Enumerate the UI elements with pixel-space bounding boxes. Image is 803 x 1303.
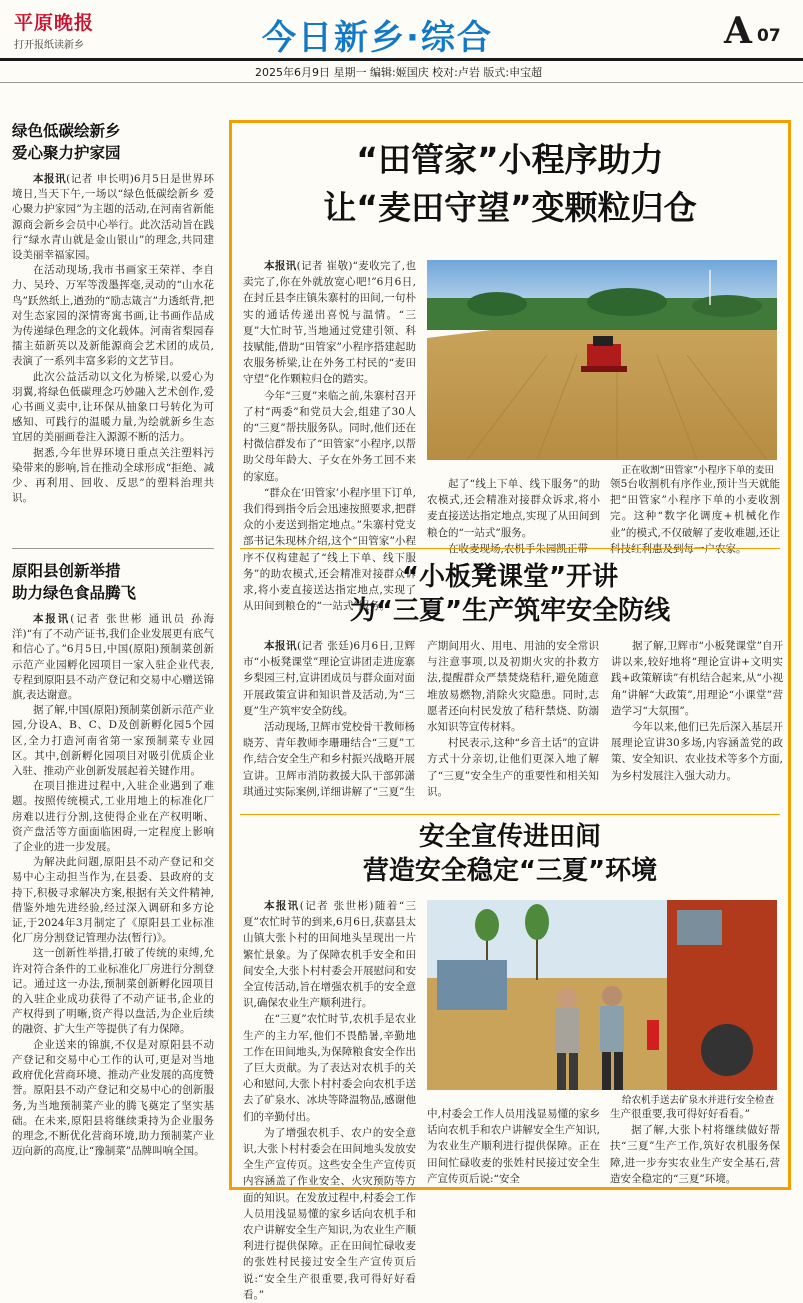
dateline: 2025年6月9日 星期一 编辑:姬国庆 校对:卢岩 版式:申宝超 bbox=[255, 66, 543, 79]
reporter: (记者 张世彬) bbox=[299, 900, 374, 912]
left-story-1-headline bbox=[12, 120, 212, 164]
byline: 本报讯 bbox=[33, 173, 67, 185]
harvester-image bbox=[427, 260, 777, 460]
photo-caption: 给农机手送去矿泉水并进行安全检查 bbox=[621, 1095, 774, 1106]
reporter: (记者 申长明) bbox=[66, 173, 134, 185]
article-2-headline bbox=[232, 560, 788, 628]
article-3-column-3 bbox=[610, 1106, 780, 1186]
headline-line-1: “田管家”小程序助力 bbox=[356, 140, 664, 179]
headline-line-2: 为“三夏”生产筑牢安全防线 bbox=[349, 596, 671, 626]
newspaper-logo: 平原晚报 bbox=[14, 12, 95, 34]
paragraph: 6月5日是世界环境日,当天下午,一场以“绿色低碳绘新乡 爱心聚力护家园”为主题的活动,在河南省新能源商会新乡会员中心举行。此次活动旨在践行“绿水青山就是金山银山”的理念,共同建设美丽幸福家园。 bbox=[12, 173, 214, 262]
reporter: (记者 崔敬) bbox=[296, 260, 353, 272]
paragraph: 企业送来的锦旗,不仅是对原阳县不动产登记和交易中心工作的认可,更是对当地政府优化营商环境、推动产业发展的高度赞誉。原阳县不动产登记和交易中心的创新服务,为当地预制菜产业的腾飞奠定了坚实基础。在未来,原阳县将继续秉持为企业服务的理念,不断优化营商环境,助力预制菜产业迈向新的高度,让“豫制菜”品牌叫响全国。 bbox=[12, 1038, 214, 1158]
paragraph: 据了解,卫辉市“小板凳课堂”自开讲以来,较好地将“理论宣讲+文明实践+政策解读”有机结合起来,从“小视角”讲解“大政策”,用理论“小课堂”营造学习“大氛围”。 bbox=[611, 640, 783, 717]
headline-line-2: 助力绿色食品腾飞 bbox=[12, 584, 137, 602]
headline-line-1: “小板凳课堂”开讲 bbox=[401, 562, 619, 592]
paragraph: 中,村委会工作人员用浅显易懂的家乡话向农机手和农户讲解安全生产知识,为农业生产顺利进行提供保障。正在田间忙碌收麦的张姓村民接过安全生产宣传页后说:“安全 bbox=[427, 1108, 600, 1185]
left-story-2-headline bbox=[12, 560, 212, 604]
article-3-column-2 bbox=[427, 1106, 600, 1186]
paragraph: 据了解,中国(原阳)预制菜创新示范产业园,分设A、B、C、D及创新孵化园5个园区,全力打造河南省第一家预制菜专业园区。其中,创新孵化园项目对吸引优质企业入驻、推动产业创新发展起着关键作用。 bbox=[12, 704, 214, 778]
headline-line-1: 绿色低碳绘新乡 bbox=[12, 122, 121, 140]
reporter: (记者 张廷) bbox=[296, 640, 354, 652]
paragraph: 据悉,今年世界环境日重点关注塑料污染带来的影响,旨在推动全球形成“拒绝、减少、再利用、回收、反思”的塑料治理共识。 bbox=[12, 446, 214, 505]
paragraph: 在活动现场,我市书画家王荣祥、李自力、吴玲、万军等泼墨挥毫,灵动的“山水花鸟”跃然纸上,遒劲的“励志箴言”力透纸背,把对生态家园的深情寄寓书画,让书画作品成为传递绿色理念的文化载体。河南省梨园春擂主茹新英以及新能源商会艺术团的成员,表演了一系列丰富多彩的文艺节目。 bbox=[12, 264, 214, 368]
paragraph: 这一创新性举措,打破了传统的束缚,允许对符合条件的工业标准化厂房进行分割登记。通过这一办法,预制菜创新孵化园项目的入驻企业成功获得了不动产证书,企业的产权得到了明晰,资产得以盘活,为企业后续的融资、扩大生产等提供了有力保障。 bbox=[12, 947, 214, 1036]
paragraph: 为了增强农机手、农户的安全意识,大张卜村村委会在田间地头发放安全生产宣传页。这些安全生产宣传页内容涵盖了作业安全、火灾预防等方面的知识。在发放过程中,村委会工作人员用浅显易懂的家乡话向农机手和农户讲解安全生产知识,为农业生产顺利进行提供保障。正在田间忙碌收麦的张姓村民接过安全生产宣传页后说:“安全生产很重要,我可得好好看看。” bbox=[243, 1126, 416, 1301]
paragraph: 在项目推进过程中,入驻企业遇到了难题。按照传统模式,工业用地上的标准化厂房难以进行分割,这使得企业在产权明晰、资产盘活等方面面临困碍,一定程度上影响了企业的进一步发展。 bbox=[12, 780, 214, 854]
article-2-body bbox=[243, 638, 783, 806]
article-3-headline bbox=[232, 820, 788, 888]
paragraph: 领5台收割机有序作业,预计当天就能把“田管家”小程序下单的小麦收割完。这种“数字化调度+机械化作业”的模式,不仅破解了麦收难题,还让 bbox=[610, 478, 780, 539]
byline: 本报讯 bbox=[264, 640, 297, 652]
page-number: 07 bbox=[757, 26, 781, 46]
wheat-harvest-photo bbox=[427, 260, 777, 460]
article-1-column-2 bbox=[427, 476, 600, 540]
headline-line-1: 安全宣传进田间 bbox=[418, 822, 601, 852]
byline: 本报讯 bbox=[33, 613, 71, 625]
paragraph: 今年“三夏”来临之前,朱寨村召开了村“两委”和党员大会,组建了30人的“三夏”帮扶服务队。同时,他们还在村微信群发布了“田管家”小程序,以帮助父母年龄大、子女在外务工回不来的家庭。 bbox=[243, 389, 416, 483]
paragraph: 6月6日,卫辉市“小板凳课堂”理论宣讲团走进庞寨乡梨园三村,宣讲团成员与群众面对面开展政策宣讲和知识普及活动,为“三夏”生产筑牢安全防线。 bbox=[243, 640, 415, 717]
header-rule bbox=[0, 58, 803, 61]
column-divider bbox=[12, 548, 214, 549]
paragraph: “有了不动产证书,我们企业发展更有底气和信心了。”6月5日,中国(原阳)预制菜创新示范产业园孵化园项目一家入驻企业代表,专程到原阳县不动产登记和交易中心赠送锦旗,表达谢意。 bbox=[12, 628, 214, 702]
paragraph: 据了解,大张卜村将继续做好帮扶“三夏”生产工作,筑好农机服务保障,进一步夯实农业生产安全基石,营造安全稳定的“三夏”环境。 bbox=[610, 1124, 780, 1185]
page-letter: A bbox=[724, 10, 752, 52]
headline-line-2: 爱心聚力护家园 bbox=[12, 144, 121, 162]
paragraph: 在“三夏”农忙时节,农机手是农业生产的主力军,他们不畏酷暑,辛勤地工作在田间地头,为保障粮食安全作出了巨大贡献。为了表达对农机手的关心和慰问,大张卜村村委会向农机手送去了矿泉水、冰块等降温物品,感谢他们的辛勤付出。 bbox=[243, 1013, 416, 1123]
photo-caption: 正在收割“田管家”小程序下单的麦田 bbox=[621, 465, 774, 476]
article-1-headline bbox=[232, 136, 788, 232]
paragraph: 今年以来,他们已先后深入基层开展理论宣讲30多场,内容涵盖党的政策、安全知识、农业技术等多个方面,为乡村发展注入强大动力。 bbox=[611, 721, 783, 782]
paragraph: 此次公益活动以文化为桥梁,以爱心为羽翼,将绿色低碳理念巧妙融入艺术创作,爱心书画义卖中,让环保从抽象口号转化为可感知、可践行的温暖力量,为绘就新乡生态宜居的美丽画卷注入源源不断的活力。 bbox=[12, 370, 214, 444]
dateline-rule bbox=[0, 82, 803, 83]
headline-line-2: 让“麦田守望”变颗粒归仓 bbox=[323, 188, 697, 227]
paragraph: 活动现场,卫辉市党校骨干教师杨晓芳、青年教师李珊珊结合“三夏”工作,结合安全生产和乡村振兴战略开展宣讲。卫辉市消防救援大队干部郭潇琪通过实际案例,详细讲解了“三夏”生产期间用火、用电、用油的安全常识与注意事项,以及初期火灾的扑救方法,提醒群众严禁焚烧秸秆,避免随意堆放易燃物,消除火灾隐患。同时,志愿者还向村民发放了秸秆禁烧、防溺水知识等宣传材料。 bbox=[243, 640, 599, 798]
reporter: (记者 张世彬 通讯员 孙海洋) bbox=[12, 613, 215, 641]
safety-check-photo bbox=[427, 900, 777, 1090]
article-divider bbox=[240, 814, 780, 815]
article-1-column-3 bbox=[610, 476, 780, 540]
left-story-1-body bbox=[12, 172, 214, 544]
byline: 本报讯 bbox=[264, 260, 297, 272]
article-1-column-1 bbox=[243, 258, 417, 613]
headline-line-1: 原阳县创新举措 bbox=[12, 562, 121, 580]
paragraph: 为解决此问题,原阳县不动产登记和交易中心主动担当作为,在县委、县政府的支持下,积极寻求解决方案,根据有关文件精神,借鉴外地先进经验,经过深入调研和多方论证,于2024年3月制定了《原阳县工业标准化厂房分割登记管理办法(暂行)》。 bbox=[12, 856, 214, 945]
paragraph: 村民表示,这种“乡音土话”的宣讲方式十分亲切,让他们更深入地了解了“三夏”安全生产的重要性和相关知识。 bbox=[427, 737, 599, 798]
logo-slogan: 打开报纸读新乡 bbox=[14, 40, 84, 51]
paragraph: “群众在‘田管家’小程序里下订单,我们得到指令后会迅速按照要求,把群众的小麦送到指定地点。”朱寨村党支部书记朱现林介绍,这个“田管家”小程序不仅构建起了“线上下单、线下服务”的助农模式,还会精准对接群众诉求,将小麦直接送达指定地点,实现了从田间到粮仓的“一站式”服务。 bbox=[243, 486, 416, 613]
paragraph: 起了“线上下单、线下服务”的助农模式,还会精准对接群众诉求,将小麦直接送达指定地点,实现了从田间到粮仓的“一站式”服务。 bbox=[427, 478, 600, 539]
section-masthead: 今日新乡·综合 bbox=[262, 18, 493, 58]
article-3-column-1 bbox=[243, 898, 416, 1301]
headline-line-2: 营造安全稳定“三夏”环境 bbox=[362, 856, 658, 886]
paragraph: “麦收完了,也卖完了,你在外就放宽心吧!”6月6日,在封丘县李庄镇朱寨村的田间,一句朴实的通话传递出喜悦与温情。“三夏”大忙时节,当地通过党建引领、科技赋能,借助“田管家”小程序搭建起助农服务桥梁,让在外务工村民的“麦田守望”化作颗粒归仓的踏实。 bbox=[243, 260, 417, 386]
left-story-2-body bbox=[12, 612, 214, 1192]
paragraph: 生产很重要,我可得好好看看。” bbox=[610, 1108, 750, 1120]
paragraph: 随着“三夏”农忙时节的到来,6月6日,获嘉县太山镇大张卜村的田间地头呈现出一片繁忙景象。为了保障农机手安全和田间安全,大张卜村村委会开展慰问和安全宣传活动,旨在增强农机手的安全意识,确保农业生产顺利进行。 bbox=[243, 900, 416, 1010]
byline: 本报讯 bbox=[264, 900, 300, 912]
farmers-image bbox=[427, 900, 777, 1090]
article-divider bbox=[240, 548, 780, 549]
